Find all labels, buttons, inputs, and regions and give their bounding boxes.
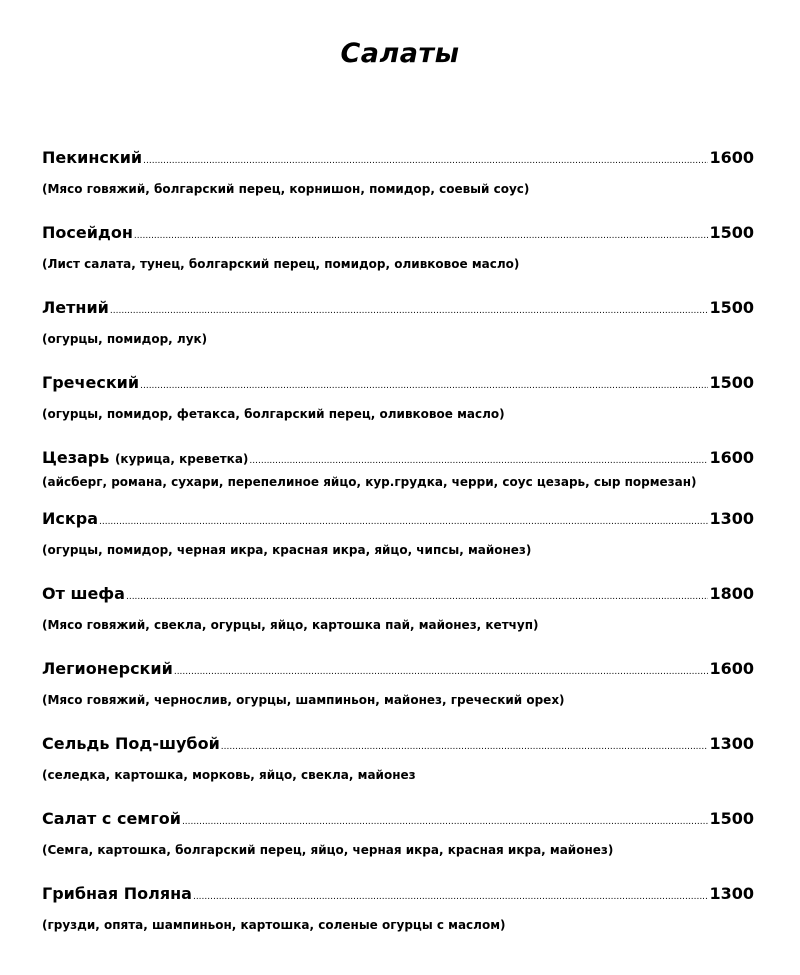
menu-item (42, 509, 754, 584)
menu-item-name-text: Цезарь (42, 448, 110, 467)
menu-item-price: 1600 (709, 148, 754, 167)
menu-item-row (42, 884, 754, 912)
menu-item-price: 1600 (709, 448, 754, 467)
dot-leader (110, 306, 709, 316)
menu-item-name: Греческий (42, 373, 140, 392)
menu-item (42, 884, 754, 959)
menu-item-name: Сельдь Под-шубой (42, 734, 220, 753)
dot-leader (193, 892, 709, 902)
menu-item-row (42, 223, 754, 251)
menu-item-price: 1800 (709, 584, 754, 603)
menu-item-price: 1500 (709, 809, 754, 828)
dot-leader (126, 592, 709, 602)
page-title: Салаты (340, 38, 460, 69)
menu-item-description: (Мясо говяжий, свекла, огурцы, яйцо, картошка пай, майонез, кетчуп) (42, 618, 539, 632)
menu-item-description: (огурцы, помидор, черная икра, красная икра, яйцо, чипсы, майонез) (42, 543, 532, 557)
menu-item-description: (грузди, опята, шампиньон, картошка, соленые огурцы с маслом) (42, 918, 506, 932)
menu-item (42, 298, 754, 373)
menu-item-description: (селедка, картошка, морковь, яйцо, свекла, майонез (42, 768, 416, 782)
menu-item-name (42, 448, 248, 467)
menu-item (42, 809, 754, 884)
menu-item-price: 1300 (709, 884, 754, 903)
dot-leader (99, 517, 708, 527)
menu-list (42, 148, 754, 959)
dot-leader (143, 156, 708, 166)
dot-leader (182, 817, 709, 827)
menu-item (42, 734, 754, 809)
menu-item-row (42, 509, 754, 537)
menu-item-description: (Мясо говяжий, чернослив, огурцы, шампиньон, майонез, греческий орех) (42, 693, 565, 707)
menu-item-description: (Семга, картошка, болгарский перец, яйцо, черная икра, красная икра, майонез) (42, 843, 614, 857)
menu-item-price: 1300 (709, 734, 754, 753)
menu-item-price: 1500 (709, 373, 754, 392)
menu-item-name: Грибная Поляна (42, 884, 192, 903)
menu-item-price: 1500 (709, 223, 754, 242)
menu-item-row (42, 148, 754, 176)
menu-item-row (42, 584, 754, 612)
menu-item (42, 659, 754, 734)
menu-item-note: (курица, креветка) (114, 452, 249, 466)
menu-item-row (42, 659, 754, 687)
dot-leader (174, 667, 709, 677)
dot-leader (134, 231, 709, 241)
dot-leader (249, 456, 708, 466)
menu-item-name: Посейдон (42, 223, 133, 242)
menu-item-price: 1500 (709, 298, 754, 317)
menu-item-row (42, 734, 754, 762)
menu-item-name: Салат с семгой (42, 809, 181, 828)
menu-item-description: (Мясо говяжий, болгарский перец, корнишон, помидор, соевый соус) (42, 182, 530, 196)
menu-item-name: От шефа (42, 584, 125, 603)
menu-item-description: (айсберг, романа, сухари, перепелиное яйцо, кур.грудка, черри, соус цезарь, сыр пормезан) (42, 475, 697, 489)
menu-item-row (42, 809, 754, 837)
menu-item-row (42, 373, 754, 401)
menu-item (42, 373, 754, 448)
menu-item-description: (огурцы, помидор, фетакса, болгарский перец, оливковое масло) (42, 407, 505, 421)
menu-item-description: (огурцы, помидор, лук) (42, 332, 208, 346)
menu-item-name: Легионерский (42, 659, 173, 678)
menu-item-name: Искра (42, 509, 98, 528)
menu-item (42, 584, 754, 659)
menu-item-row (42, 298, 754, 326)
dot-leader (221, 742, 709, 752)
menu-item (42, 223, 754, 298)
menu-item-name: Летний (42, 298, 109, 317)
menu-item-description: (Лист салата, тунец, болгарский перец, помидор, оливковое масло) (42, 257, 520, 271)
menu-item-name: Пекинский (42, 148, 143, 167)
menu-item (42, 148, 754, 223)
dot-leader (140, 381, 708, 391)
menu-item-price: 1600 (709, 659, 754, 678)
menu-item-price: 1300 (709, 509, 754, 528)
